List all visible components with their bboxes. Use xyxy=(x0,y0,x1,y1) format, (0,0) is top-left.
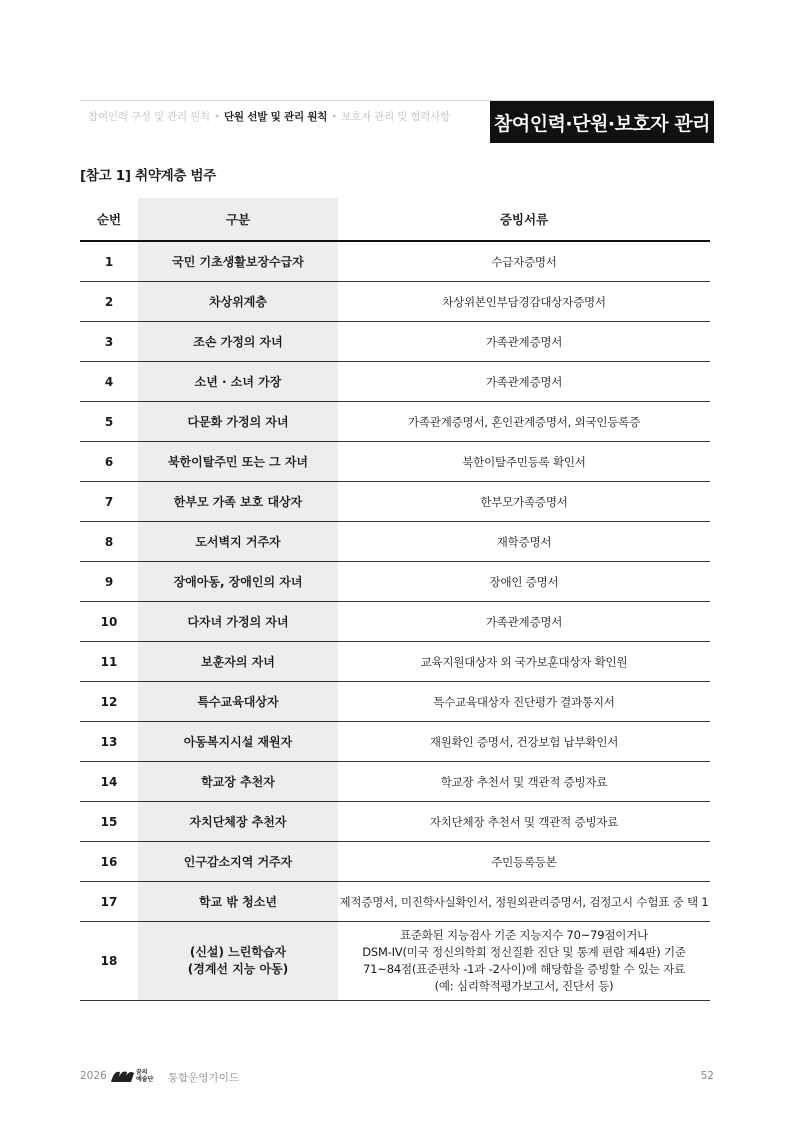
row-documents: 자치단체장 추천서 및 객관적 증빙자료 xyxy=(338,802,710,842)
table-row xyxy=(80,882,710,922)
row-number: 2 xyxy=(80,282,138,322)
row-number: 7 xyxy=(80,482,138,522)
table-row xyxy=(80,722,710,762)
page-header xyxy=(80,100,714,143)
document-line: 표준화된 지능검사 기준 지능지수 70~79점이거나 xyxy=(399,928,649,942)
category-line: (경계선 지능 아동) xyxy=(187,962,289,976)
document-line: 71~84점(표준편차 -1과 -2사이)에 해당함을 증빙할 수 있는 자료 xyxy=(363,962,685,976)
row-documents xyxy=(338,922,710,1001)
table-row xyxy=(80,322,710,362)
row-category: 국민 기초생활보장수급자 xyxy=(138,241,338,282)
row-number: 17 xyxy=(80,882,138,922)
breadcrumb-separator: • xyxy=(331,111,338,123)
table-row xyxy=(80,602,710,642)
breadcrumb xyxy=(88,109,450,124)
row-category: 다문화 가정의 자녀 xyxy=(138,402,338,442)
row-category: 다자녀 가정의 자녀 xyxy=(138,602,338,642)
row-number: 10 xyxy=(80,602,138,642)
table-body xyxy=(80,241,710,922)
row-documents: 재학증명서 xyxy=(338,522,710,562)
row-documents: 수급자증명서 xyxy=(338,241,710,282)
table-row xyxy=(80,802,710,842)
breadcrumb-item-3[interactable]: 보호자 관리 및 협력사항 xyxy=(341,111,451,123)
row-documents: 가족관계증명서 xyxy=(338,602,710,642)
footer-year: 2026 xyxy=(80,1070,107,1082)
table-row xyxy=(80,682,710,722)
table-row xyxy=(80,241,710,282)
footer-guide-title: 통합운영가이드 xyxy=(168,1072,240,1084)
row-number: 13 xyxy=(80,722,138,762)
row-documents: 장애인 증명서 xyxy=(338,562,710,602)
category-line: (신설) 느린학습자 xyxy=(189,945,287,959)
column-header-category: 구분 xyxy=(138,198,338,241)
chapter-title: 참여인력·단원·보호자 관리 xyxy=(490,101,714,143)
table-row xyxy=(80,482,710,522)
table-header-row xyxy=(80,198,710,241)
row-number: 6 xyxy=(80,442,138,482)
row-number: 8 xyxy=(80,522,138,562)
row-documents: 제적증명서, 미진학사실확인서, 정원외관리증명서, 검정고시 수험표 중 택 1 xyxy=(338,882,710,922)
page-footer xyxy=(80,1070,714,1084)
table-row xyxy=(80,762,710,802)
table-row xyxy=(80,362,710,402)
breadcrumb-item-current[interactable]: 단원 선발 및 관리 원칙 xyxy=(223,111,328,123)
row-documents: 특수교육대상자 진단평가 결과통지서 xyxy=(338,682,710,722)
row-documents: 가족관계증명서 xyxy=(338,322,710,362)
row-category: 차상위계층 xyxy=(138,282,338,322)
row-documents: 교육지원대상자 외 국가보훈대상자 확인원 xyxy=(338,642,710,682)
row-category: 소년 · 소녀 가장 xyxy=(138,362,338,402)
table-row xyxy=(80,282,710,322)
row-number: 1 xyxy=(80,241,138,282)
row-number: 4 xyxy=(80,362,138,402)
table-row xyxy=(80,442,710,482)
row-documents: 재원확인 증명서, 건강보험 납부확인서 xyxy=(338,722,710,762)
row-documents: 학교장 추천서 및 객관적 증빙자료 xyxy=(338,762,710,802)
column-header-number: 순번 xyxy=(80,198,138,241)
document-line: (예: 심리학적평가보고서, 진단서 등) xyxy=(434,979,614,993)
section-title: [참고 1] 취약계층 범주 xyxy=(80,168,216,184)
program-logo-icon xyxy=(110,1066,158,1084)
row-category: 특수교육대상자 xyxy=(138,682,338,722)
document-line: DSM-IV(미국 정신의학회 정신질환 진단 및 통계 편람 제4판) 기준 xyxy=(362,945,686,959)
table-row xyxy=(80,402,710,442)
table-row xyxy=(80,562,710,602)
logo-text-line: 꿈의 xyxy=(136,1069,148,1076)
table-row xyxy=(80,922,710,1001)
row-documents: 차상위본인부담경감대상자증명서 xyxy=(338,282,710,322)
row-documents: 한부모가족증명서 xyxy=(338,482,710,522)
row-documents: 주민등록등본 xyxy=(338,842,710,882)
row-category: 한부모 가족 보호 대상자 xyxy=(138,482,338,522)
row-documents: 북한이탈주민등록 확인서 xyxy=(338,442,710,482)
page-number: 52 xyxy=(700,1070,714,1082)
row-category: 자치단체장 추천자 xyxy=(138,802,338,842)
row-category: 조손 가정의 자녀 xyxy=(138,322,338,362)
row-number: 16 xyxy=(80,842,138,882)
row-category: 아동복지시설 재원자 xyxy=(138,722,338,762)
vulnerable-groups-table xyxy=(80,198,710,1001)
row-number: 11 xyxy=(80,642,138,682)
row-number: 18 xyxy=(80,922,138,1001)
table-row xyxy=(80,842,710,882)
table-row xyxy=(80,522,710,562)
row-category xyxy=(138,922,338,1001)
row-category: 보훈자의 자녀 xyxy=(138,642,338,682)
table-row xyxy=(80,642,710,682)
breadcrumb-separator: • xyxy=(213,111,220,123)
row-number: 14 xyxy=(80,762,138,802)
logo-text-line: 예술단 xyxy=(136,1076,154,1083)
row-category: 학교 밖 청소년 xyxy=(138,882,338,922)
breadcrumb-item-1[interactable]: 참여인력 구성 및 관리 원칙 xyxy=(88,111,210,123)
row-category: 인구감소지역 거주자 xyxy=(138,842,338,882)
row-number: 12 xyxy=(80,682,138,722)
row-category: 북한이탈주민 또는 그 자녀 xyxy=(138,442,338,482)
row-number: 5 xyxy=(80,402,138,442)
row-number: 3 xyxy=(80,322,138,362)
row-documents: 가족관계증명서 xyxy=(338,362,710,402)
row-documents: 가족관계증명서, 혼인관계증명서, 외국인등록증 xyxy=(338,402,710,442)
column-header-documents: 증빙서류 xyxy=(338,198,710,241)
row-number: 9 xyxy=(80,562,138,602)
row-number: 15 xyxy=(80,802,138,842)
row-category: 학교장 추천자 xyxy=(138,762,338,802)
row-category: 도서벽지 거주자 xyxy=(138,522,338,562)
row-category: 장애아동, 장애인의 자녀 xyxy=(138,562,338,602)
